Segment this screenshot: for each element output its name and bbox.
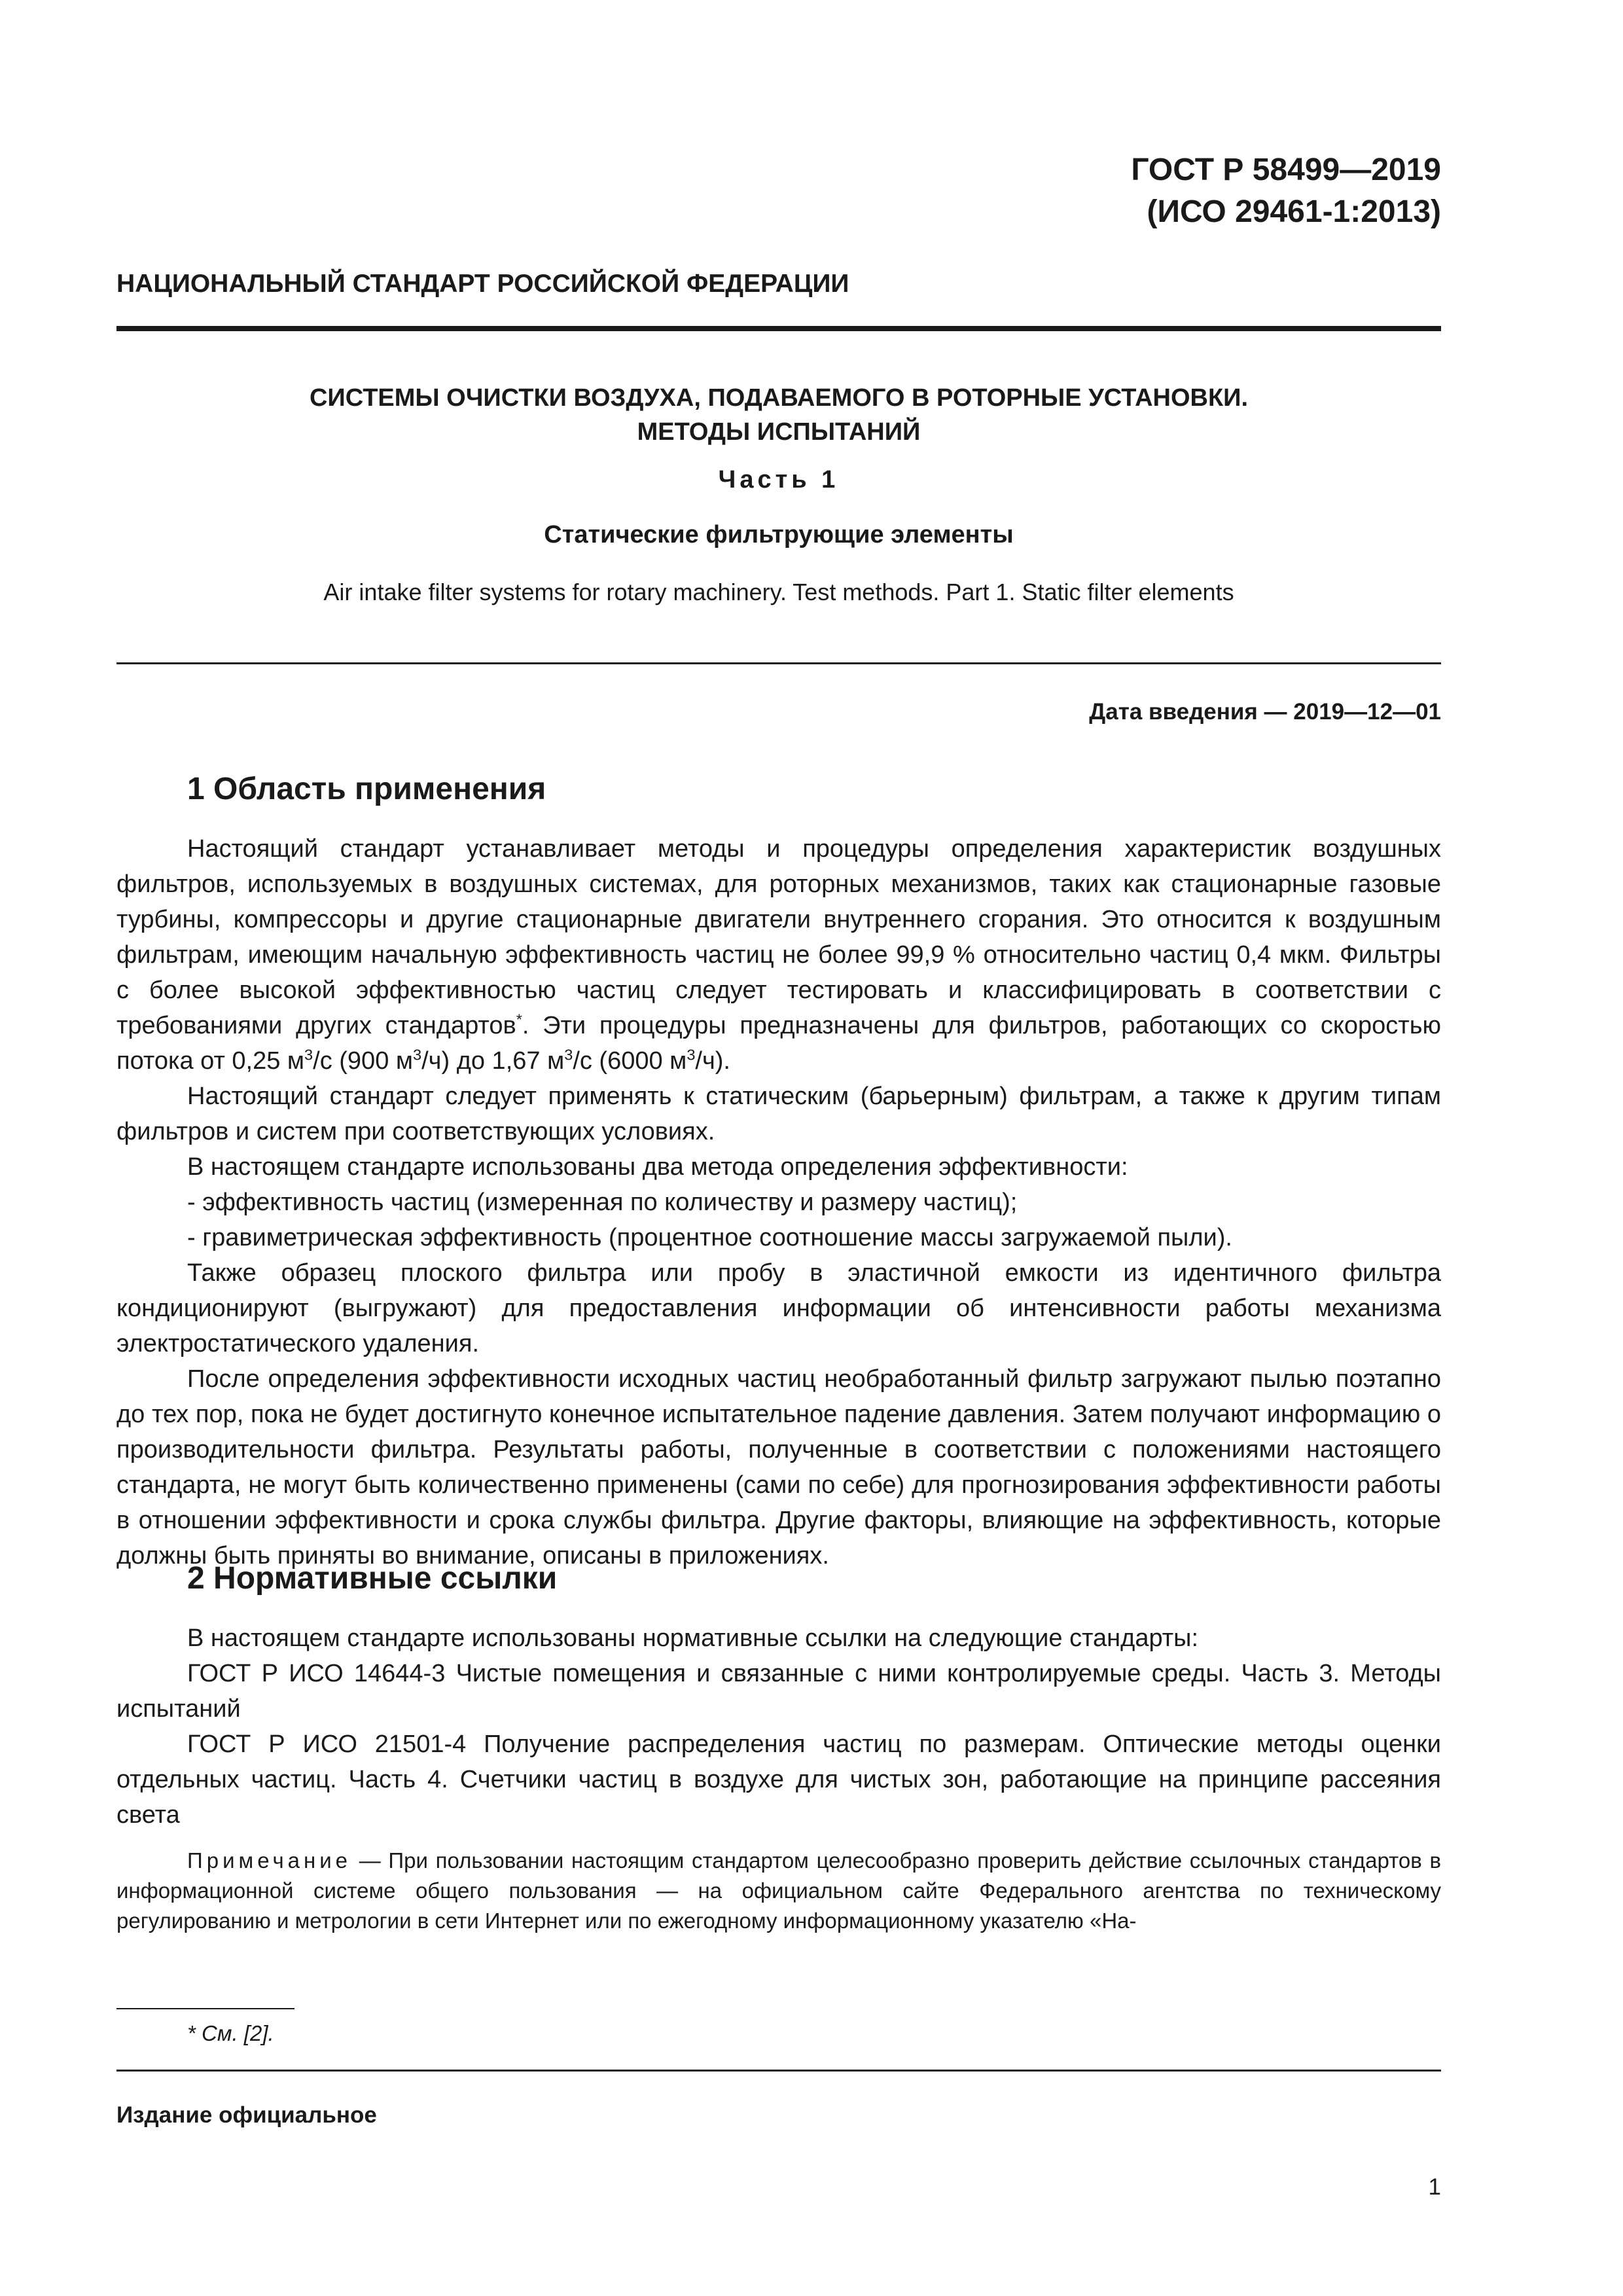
footnote: * См. [2].	[187, 2021, 274, 2045]
paragraph: Настоящий стандарт устанавливает методы и процедуры определения характеристик воздушных фильтров, используемых в воздушных системах, для роторных механизмов, таких как стационарные газовые турбины, компрессоры и другие стационарные двигатели внутреннего сгорания. Это относится к воздушным фильтрам, имеющим начальную эффективность частиц не более 99,9 % относительно частиц 0,4 мкм. Фильтры с более высокой эффективностью частиц следует тестировать и классифицировать в соответствии с требованиями других стандартов*. Эти процедуры предназначены для фильтров, работающих со скоростью потока от 0,25 $м^3/с$ (900 $м^3/ч$) до 1,67 $м^3/с$ (6000 $м^3/ч$).	[116, 835, 1441, 1075]
document-subtitle: Статические фильтрующие элементы	[544, 521, 1014, 548]
document-code-line2: (ИСО 29461-1:2013)	[1147, 194, 1441, 229]
page-number: 1	[1428, 2174, 1441, 2200]
footnote-divider	[116, 2008, 294, 2009]
list-item: - гравиметрическая эффективность (процентное соотношение массы загружаемой пыли).	[187, 1224, 1232, 1251]
official-edition-label: Издание официальное	[116, 2102, 377, 2128]
part-label: Часть 1	[718, 466, 840, 493]
note-paragraph: Примечание — При пользовании настоящим стандартом целесообразно проверить действие ссылочных стандартов в информационной системе общего пользования — на официальном сайте Федерального агентства по техническому регулированию и метрологии в сети Интернет или по ежегодному информационному указателю «На-	[116, 1848, 1441, 1933]
list-item: - эффективность частиц (измеренная по количеству и размеру частиц);	[187, 1189, 1018, 1216]
section-heading-normative-references: 2 Нормативные ссылки	[187, 1561, 558, 1596]
paragraph: Настоящий стандарт следует применять к статическим (барьерным) фильтрам, а также к другим типам фильтров и систем при соответствующих условиях.	[116, 1083, 1441, 1145]
section-references-body	[116, 1621, 1441, 1833]
reference-item: ГОСТ Р ИСО 21501-4 Получение распределения частиц по размерам. Оптические методы оценки отдельных частиц. Часть 4. Счетчики частиц в воздухе для чистых зон, работающие на принципе рассеяния света	[116, 1731, 1441, 1829]
english-title: Air intake filter systems for rotary machinery. Test methods. Part 1. Static filter elements	[323, 579, 1234, 605]
paragraph: Также образец плоского фильтра или пробу в эластичной емкости из идентичного фильтра кондиционируют (выгружают) для предоставления информации об интенсивности работы механизма электростатического удаления.	[116, 1259, 1441, 1357]
document-title-line2: МЕТОДЫ ИСПЫТАНИЙ	[637, 418, 921, 446]
paragraph: После определения эффективности исходных частиц необработанный фильтр загружают пылью поэтапно до тех пор, пока не будет достигнуто конечное испытательное падение давления. Затем получают информацию о производительности фильтра. Результаты работы, полученные в соответствии с положениями настоящего стандарта, не могут быть количественно применены (сами по себе) для прогнозирования эффективности работы в отношении эффективности и срока службы фильтра. Другие факторы, влияющие на эффективность, которые должны быть приняты во внимание, описаны в приложениях.	[116, 1365, 1441, 1570]
section-scope-body	[116, 831, 1441, 1573]
document-code	[1131, 149, 1441, 233]
document-code-line1: ГОСТ Р 58499—2019	[1131, 152, 1441, 187]
reference-item: ГОСТ Р ИСО 14644-3 Чистые помещения и связанные с ними контролируемые среды. Часть 3. Методы испытаний	[116, 1660, 1441, 1723]
note-label: Примечание	[187, 1848, 352, 1873]
standard-type-title: НАЦИОНАЛЬНЫЙ СТАНДАРТ РОССИЙСКОЙ ФЕДЕРАЦИИ	[116, 270, 849, 298]
footer-divider	[116, 2070, 1441, 2072]
paragraph: В настоящем стандарте использованы два метода определения эффективности:	[187, 1153, 1128, 1181]
paragraph: В настоящем стандарте использованы нормативные ссылки на следующие стандарты:	[187, 1624, 1199, 1652]
document-title	[116, 381, 1441, 449]
section-heading-scope: 1 Область применения	[187, 772, 546, 806]
header-divider	[116, 326, 1441, 331]
document-title-line1: СИСТЕМЫ ОЧИСТКИ ВОЗДУХА, ПОДАВАЕМОГО В РОТОРНЫЕ УСТАНОВКИ.	[309, 384, 1249, 412]
note-block	[116, 1846, 1441, 1936]
title-divider	[116, 662, 1441, 664]
introduction-date: Дата введения — 2019—12—01	[1089, 699, 1441, 725]
